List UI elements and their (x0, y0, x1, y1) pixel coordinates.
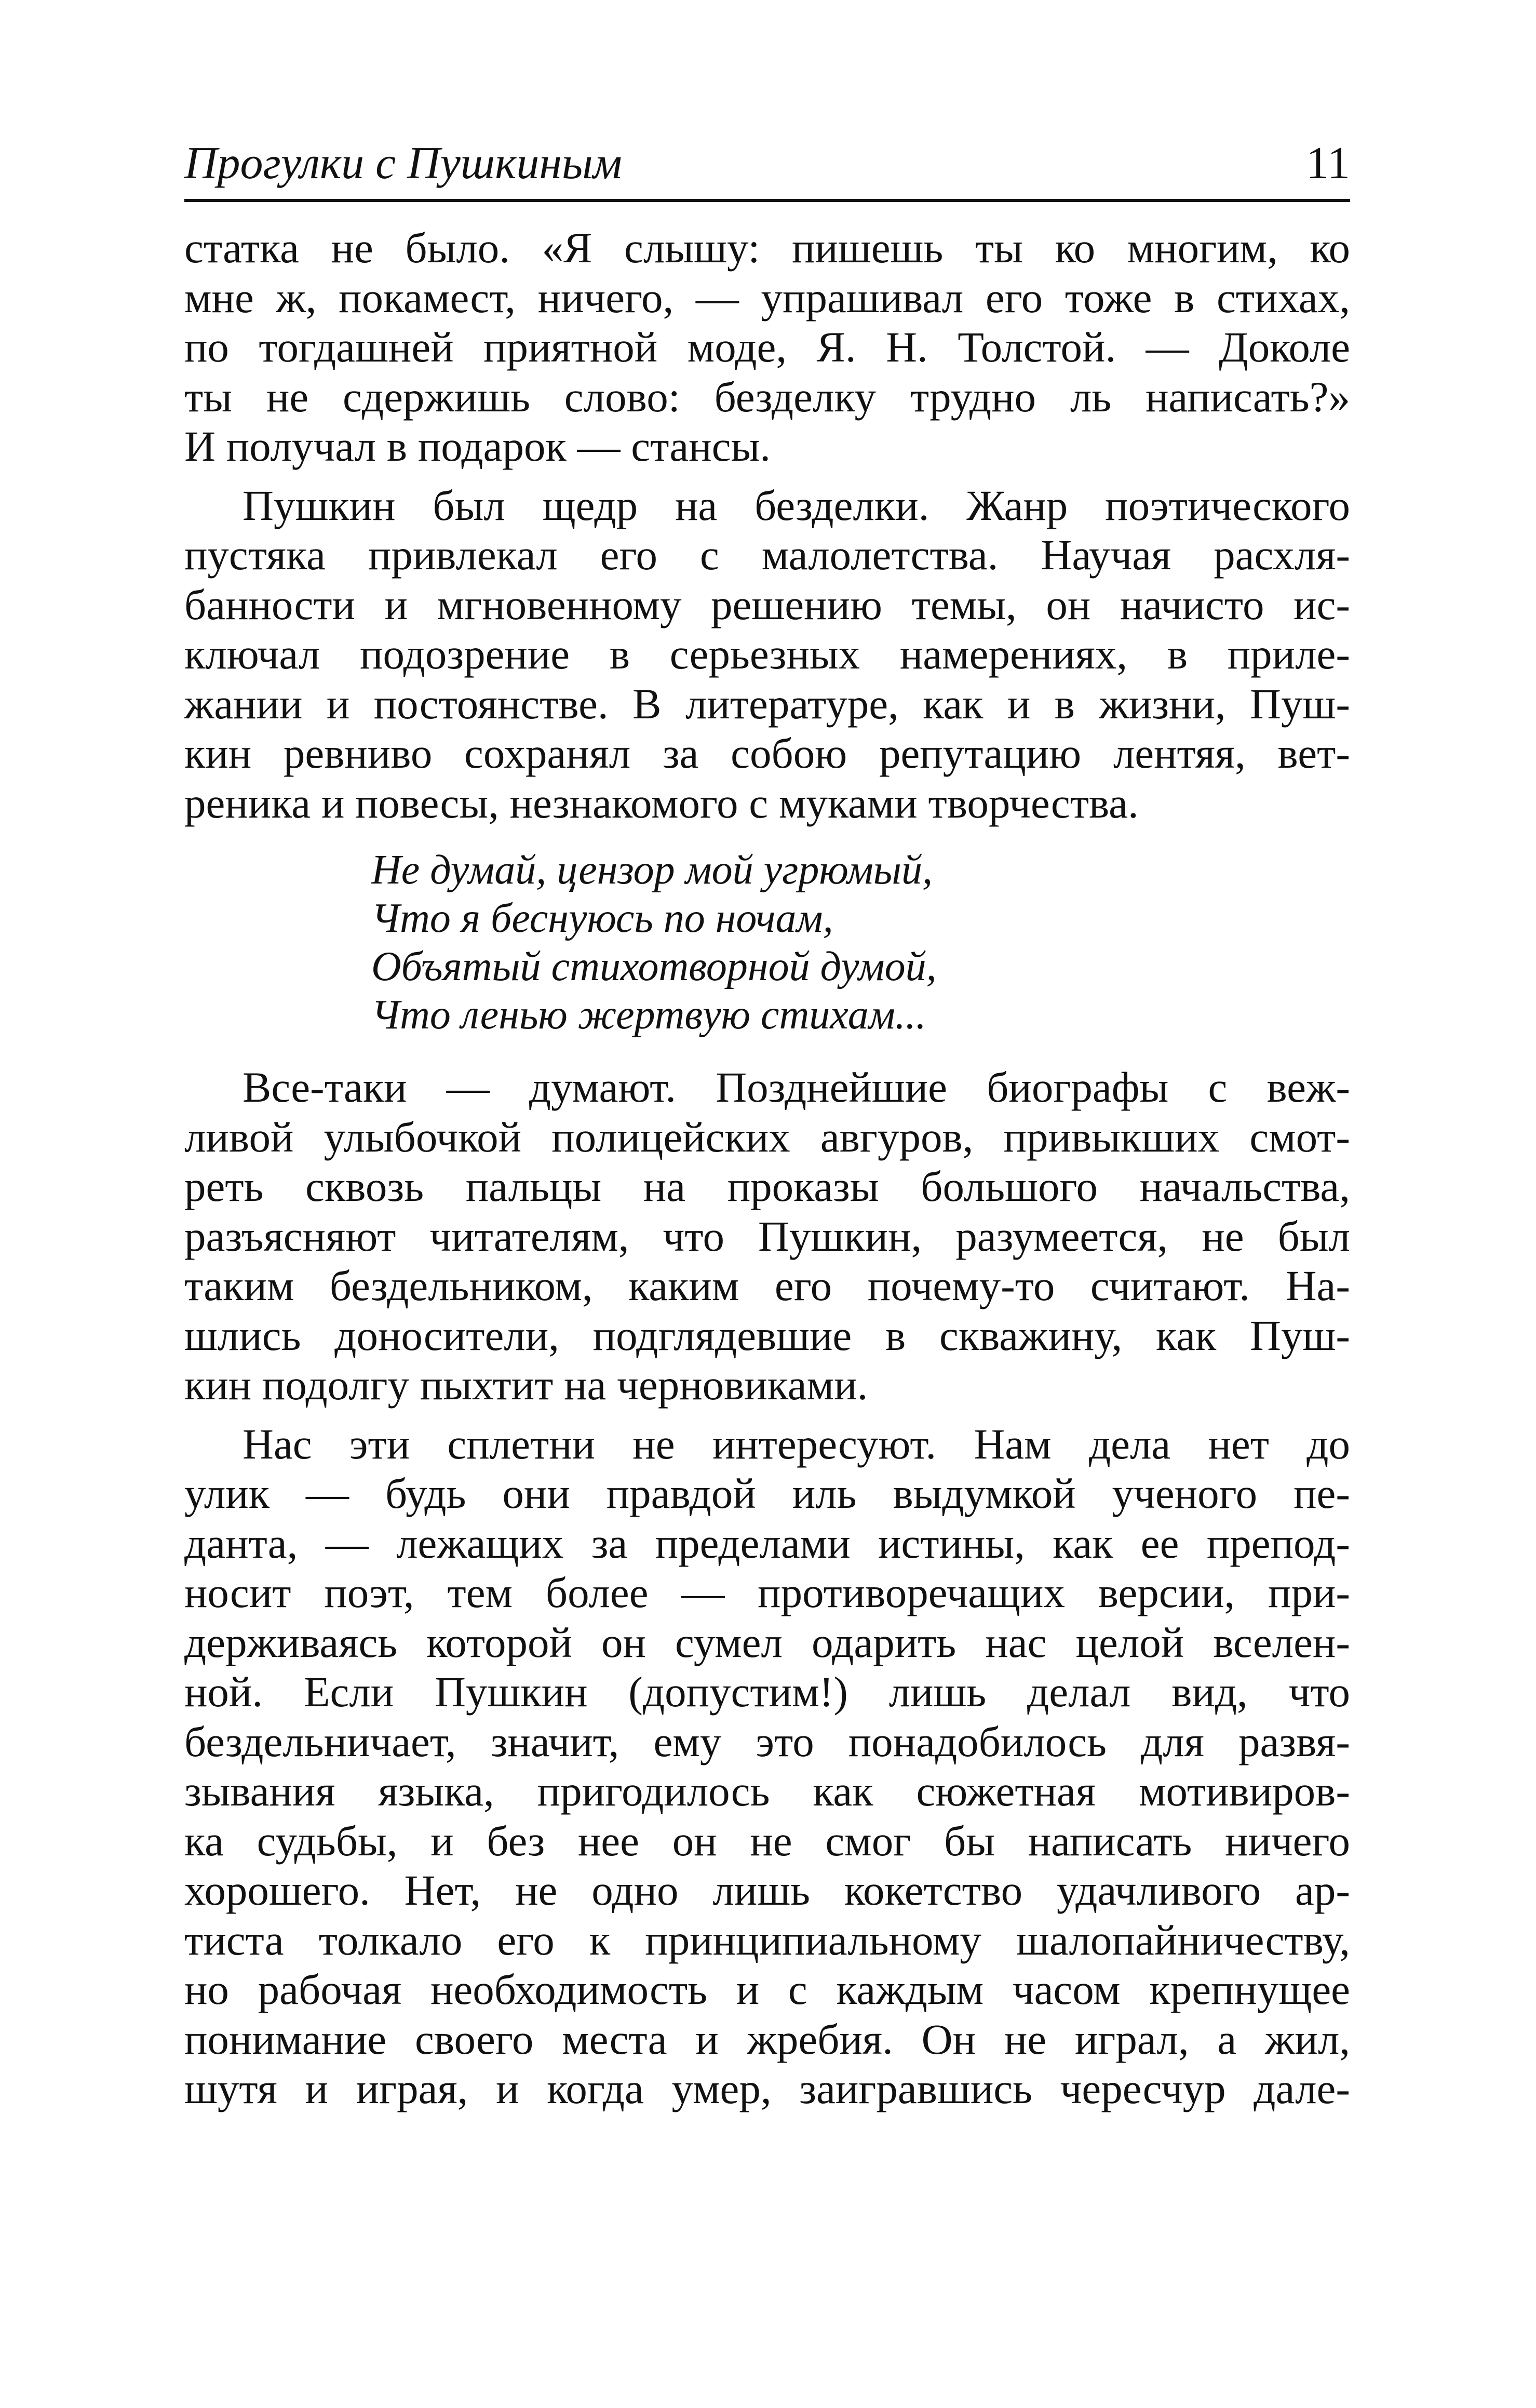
text-line: Нас эти сплетни не интересуют. Нам дела нет до (242, 1420, 1350, 1468)
text-line: понимание своего места и жребия. Он не играл, а жил, (184, 2015, 1350, 2063)
text-line: ты не сдержишь слово: безделку трудно ль написать?» (184, 372, 1350, 421)
body-text (184, 223, 1350, 2114)
text-line: ливой улыбочкой полицейских авгуров, привыкших смот- (184, 1113, 1350, 1161)
text-line: ной. Если Пушкин (допустим!) лишь делал вид, что (184, 1668, 1350, 1716)
text-line: данта, — лежащих за пределами истины, как ее препод- (184, 1519, 1350, 1567)
header-rule (184, 199, 1350, 202)
verse-line: Объятый стихотворной думой, (371, 944, 937, 989)
paragraph-gap (184, 472, 1350, 481)
text-line: реть сквозь пальцы на проказы большого начальства, (184, 1162, 1350, 1210)
text-line: зывания языка, пригодилось как сюжетная мотивиров- (184, 1767, 1350, 1815)
text-line: по тогдашней приятной моде, Я. Н. Толстой. — Доколе (184, 323, 1350, 371)
text-line: тиста толкало его к принципиальному шалопайничеству, (184, 1916, 1350, 1964)
text-line: И получал в подарок — стансы. (184, 422, 771, 470)
verse-line: Что ленью жертвую стихам... (371, 992, 926, 1038)
running-title: Прогулки с Пушкиным (184, 138, 622, 189)
verse-quote (371, 846, 1350, 1039)
verse-line: Что я беснуюсь по ночам, (371, 895, 833, 941)
text-line: мне ж, покамест, ничего, — упрашивал его тоже в стихах, (184, 273, 1350, 322)
text-line: банности и мгновенному решению темы, он начисто ис- (184, 580, 1350, 628)
text-line: шутя и играя, и когда умер, заигравшись чересчур дале- (184, 2065, 1350, 2112)
page-header (184, 132, 1350, 200)
text-line: жании и постоянстве. В литературе, как и в жизни, Пуш- (184, 679, 1350, 728)
text-line: разъясняют читателям, что Пушкин, разумеется, не был (184, 1212, 1350, 1260)
text-line: кин ревниво сохранял за собою репутацию лентяя, вет- (184, 729, 1350, 777)
text-line: бездельничает, значит, ему это понадобилось для развя- (184, 1717, 1350, 1765)
text-line: статка не было. «Я слышу: пишешь ты ко многим, ко (184, 224, 1350, 272)
text-line: хорошего. Нет, не одно лишь кокетство удачливого ар- (184, 1866, 1350, 1914)
paragraph-4 (184, 1420, 1350, 2114)
text-line: пустяка привлекал его с малолетства. Научая расхля- (184, 531, 1350, 579)
text-line: Все-таки — думают. Позднейшие биографы с веж- (242, 1063, 1350, 1111)
text-line: Пушкин был щедр на безделки. Жанр поэтического (242, 481, 1350, 529)
text-line: но рабочая необходимость и с каждым часом крепнущее (184, 1965, 1350, 2013)
text-line: кин подолгу пыхтит на черновиками. (184, 1361, 868, 1409)
paragraph-1 (184, 223, 1350, 472)
paragraph-3 (184, 1063, 1350, 1410)
text-line: ка судьбы, и без нее он не смог бы написать ничего (184, 1816, 1350, 1865)
text-line: носит поэт, тем более — противоречащих версии, при- (184, 1569, 1350, 1616)
verse-line: Не думай, цензор мой угрюмый, (371, 847, 933, 893)
text-line: держиваясь которой он сумел одарить нас целой вселен- (184, 1618, 1350, 1666)
text-line: реника и повесы, незнакомого с муками творчества. (184, 779, 1139, 827)
page-number: 11 (1306, 138, 1350, 189)
text-line: таким бездельником, каким его почему-то считают. На- (184, 1262, 1350, 1309)
paragraph-gap (184, 1410, 1350, 1420)
text-line: улик — будь они правдой иль выдумкой ученого пе- (184, 1469, 1350, 1517)
paragraph-2 (184, 481, 1350, 828)
text-line: ключал подозрение в серьезных намерениях, в приле- (184, 630, 1350, 678)
text-line: шлись доносители, подглядевшие в скважину, как Пуш- (184, 1311, 1350, 1359)
